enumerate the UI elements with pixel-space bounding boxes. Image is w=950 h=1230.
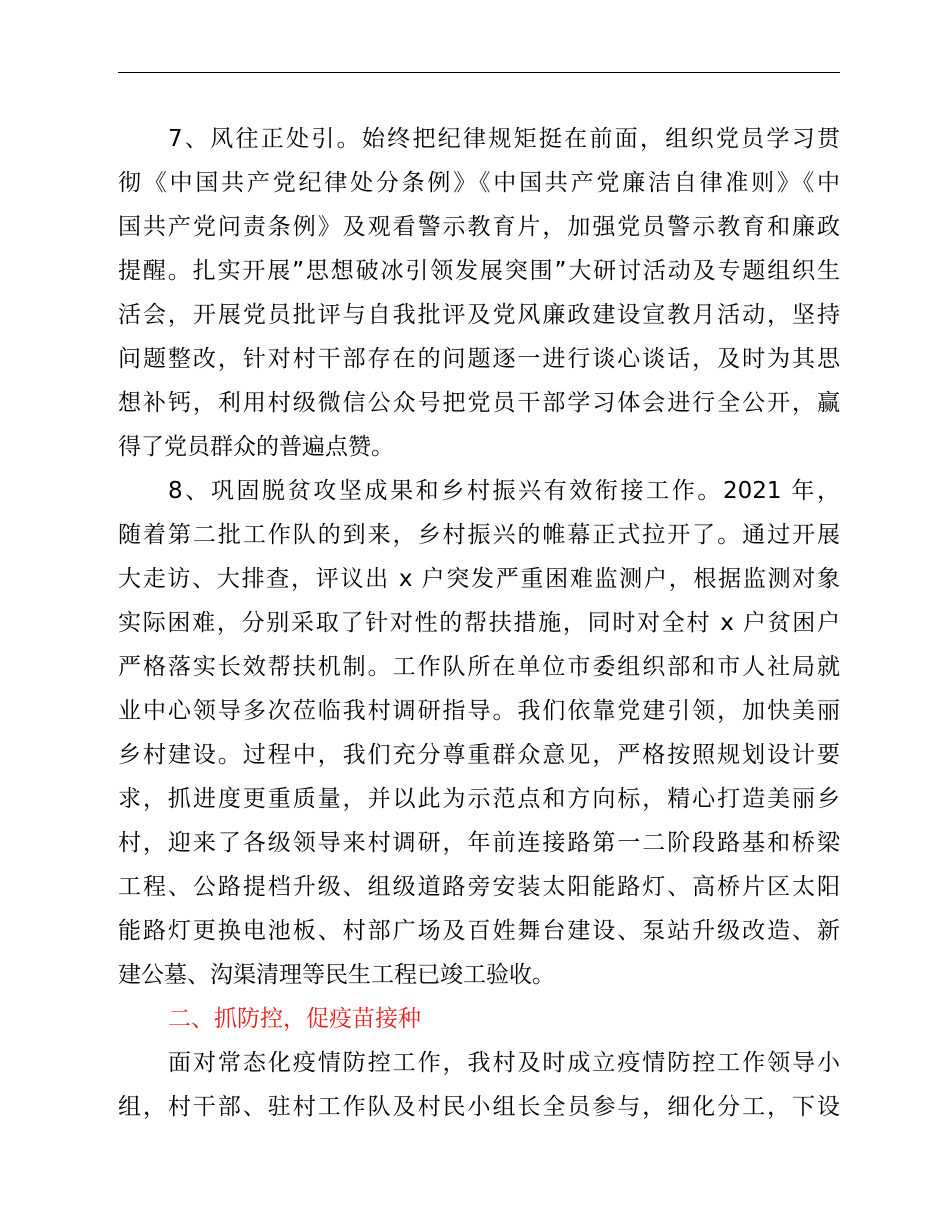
paragraph-8: [118, 469, 840, 997]
paragraph-line: 得了党员群众的普遍点赞。: [118, 434, 394, 460]
document-body: [118, 117, 840, 1129]
paragraph-line: 组，村干部、驻村工作队及村民小组长全员参与，细化分工，下设: [118, 1094, 840, 1120]
paragraph-line: 8、巩固脱贫攻坚成果和乡村振兴有效衔接工作。2021 年，: [168, 478, 840, 504]
paragraph-line: 彻《中国共产党纪律处分条例》《中国共产党廉洁自律准则》《中: [118, 170, 840, 196]
paragraph-epidemic-control: [118, 1041, 840, 1129]
header-rule: [118, 72, 840, 73]
paragraph-line: 严格落实长效帮扶机制。工作队所在单位市委组织部和市人社局就: [118, 654, 840, 680]
paragraph-line: 提醒。扎实开展”思想破冰引领发展突围”大研讨活动及专题组织生: [118, 258, 840, 284]
paragraph-line: 国共产党问责条例》及观看警示教育片，加强党员警示教育和廉政: [118, 214, 840, 240]
paragraph-line: 工程、公路提档升级、组级道路旁安装太阳能路灯、高桥片区太阳: [118, 874, 840, 900]
paragraph-line: 随着第二批工作队的到来，乡村振兴的帷幕正式拉开了。通过开展: [118, 522, 840, 548]
paragraph-line: 能路灯更换电池板、村部广场及百姓舞台建设、泵站升级改造、新: [118, 918, 840, 944]
paragraph-line: 7、风往正处引。始终把纪律规矩挺在前面，组织党员学习贯: [168, 126, 840, 152]
paragraph-line: 村，迎来了各级领导来村调研，年前连接路第一二阶段路基和桥梁: [118, 830, 840, 856]
paragraph-7: [118, 117, 840, 469]
paragraph-line: 乡村建设。过程中，我们充分尊重群众意见，严格按照规划设计要: [118, 742, 840, 768]
paragraph-line: 建公墓、沟渠清理等民生工程已竣工验收。: [118, 962, 555, 988]
paragraph-line: 大走访、大排查，评议出 x 户突发严重困难监测户，根据监测对象: [118, 566, 840, 592]
paragraph-line: 问题整改，针对村干部存在的问题逐一进行谈心谈话，及时为其思: [118, 346, 840, 372]
paragraph-line: 实际困难，分别采取了针对性的帮扶措施，同时对全村 x 户贫困户: [118, 610, 840, 636]
paragraph-line: 活会，开展党员批评与自我批评及党风廉政建设宣教月活动，坚持: [118, 302, 840, 328]
paragraph-line: 想补钙，利用村级微信公众号把党员干部学习体会进行全公开，赢: [118, 390, 840, 416]
paragraph-line: 面对常态化疫情防控工作，我村及时成立疫情防控工作领导小: [168, 1050, 840, 1076]
section-heading: 二、抓防控，促疫苗接种: [168, 1006, 421, 1032]
paragraph-line: 求，抓进度更重质量，并以此为示范点和方向标，精心打造美丽乡: [118, 786, 840, 812]
paragraph-line: 业中心领导多次莅临我村调研指导。我们依靠党建引领，加快美丽: [118, 698, 840, 724]
